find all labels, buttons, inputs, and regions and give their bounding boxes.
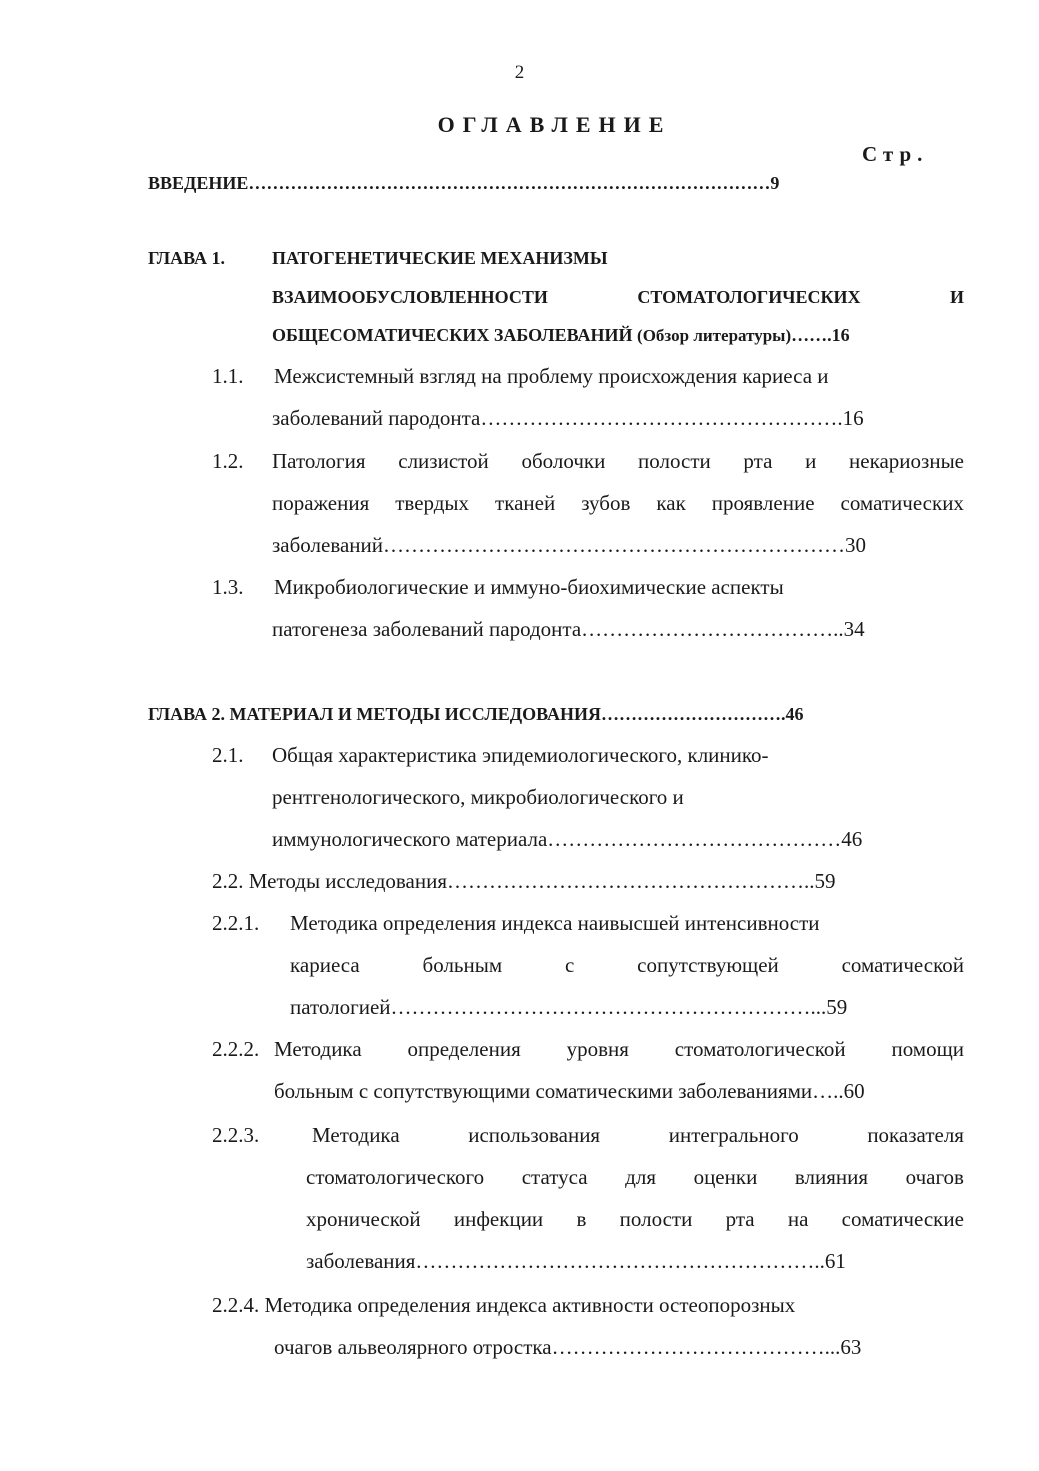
toc-entry-chapter-2[interactable]: ГЛАВА 2. МАТЕРИАЛ И МЕТОДЫ ИССЛЕДОВАНИЯ………………………….46 — [148, 704, 804, 724]
word: статуса — [521, 1165, 588, 1189]
chapter-1-label: ГЛАВА 1. — [148, 248, 226, 268]
word: полости — [619, 1207, 693, 1231]
word: Методика — [274, 1037, 362, 1061]
toc-entry-2-1[interactable]: Общая характеристика эпидемиологического, клинико- — [272, 743, 769, 767]
toc-entry-2-2-2[interactable] — [274, 1036, 964, 1062]
word: слизистой — [398, 449, 489, 473]
word: помощи — [891, 1037, 964, 1061]
toc-entry-2-2-1-cont[interactable]: патологией……………………………………………………...59 — [290, 995, 848, 1019]
word: Патология — [272, 449, 366, 473]
title-word: И — [949, 287, 964, 307]
toc-entry-1-3[interactable]: Микробиологические и иммуно-биохимические аспекты — [274, 575, 784, 599]
toc-entry-2-1-cont[interactable]: иммунологического материала……………………………………46 — [272, 827, 863, 851]
toc-entry-1-1-cont[interactable]: заболеваний пародонта…………………………………………….16 — [272, 406, 864, 430]
word: зубов — [581, 491, 631, 515]
toc-entry-2-2-4-cont[interactable]: очагов альвеолярного отростка…………………………………...63 — [274, 1335, 862, 1359]
word: проявление — [711, 491, 815, 515]
word: некариозные — [849, 449, 964, 473]
word: показателя — [867, 1123, 964, 1147]
section-number: 1.3. — [212, 575, 244, 599]
toc-entry-2-2-4[interactable]: 2.2.4. Методика определения индекса активности остеопорозных — [212, 1293, 796, 1317]
word: рта — [725, 1207, 755, 1231]
word: тканей — [495, 491, 556, 515]
word: соматической — [841, 953, 964, 977]
word: рта — [743, 449, 773, 473]
toc-entry-2-2-3-cont[interactable]: заболевания…………………………………………………..61 — [306, 1249, 846, 1273]
word: оценки — [693, 1165, 758, 1189]
word: очагов — [905, 1165, 964, 1189]
toc-entry-2-2-1[interactable]: Методика определения индекса наивысшей интенсивности — [290, 911, 820, 935]
word: оболочки — [521, 449, 606, 473]
toc-entry-2-2-3-cont[interactable] — [306, 1206, 964, 1232]
word: Методика — [312, 1123, 400, 1147]
section-number: 2.1. — [212, 743, 244, 767]
word: сопутствующей — [637, 953, 779, 977]
word: как — [656, 491, 686, 515]
section-number: 1.1. — [212, 364, 244, 388]
word: больным — [422, 953, 503, 977]
section-number: 2.2.1. — [212, 911, 260, 935]
section-number: 1.2. — [212, 449, 244, 473]
title-text: ОБЩЕСОМАТИЧЕСКИХ ЗАБОЛЕВАНИЙ — [272, 325, 633, 345]
chapter-1-title-line[interactable] — [272, 284, 964, 310]
word: инфекции — [453, 1207, 544, 1231]
toc-entry-1-2-cont[interactable] — [272, 490, 964, 516]
word: твердых — [395, 491, 470, 515]
word: интегрального — [668, 1123, 799, 1147]
page-number: 2 — [514, 62, 525, 83]
toc-entry-1-2-cont[interactable]: заболеваний…………………………………………………………30 — [272, 533, 866, 557]
word: соматические — [841, 1207, 964, 1231]
word: полости — [638, 449, 711, 473]
title-word: ВЗАИМООБУСЛОВЛЕННОСТИ — [272, 287, 548, 307]
chapter-1-title-line[interactable] — [272, 322, 850, 349]
word: влияния — [794, 1165, 869, 1189]
word: для — [625, 1165, 656, 1189]
word: соматических — [840, 491, 964, 515]
word: использования — [468, 1123, 601, 1147]
word: определения — [407, 1037, 521, 1061]
word: на — [787, 1207, 809, 1231]
word: кариеса — [290, 953, 360, 977]
word: стоматологической — [674, 1037, 846, 1061]
toc-entry-2-2-3[interactable] — [312, 1122, 964, 1148]
chapter-1-title-line[interactable]: ПАТОГЕНЕТИЧЕСКИЕ МЕХАНИЗМЫ — [272, 248, 608, 268]
word: уровня — [566, 1037, 629, 1061]
word: хронической — [306, 1207, 421, 1231]
toc-entry-2-2-2-cont[interactable]: больным с сопутствующими соматическими заболеваниями…..60 — [274, 1079, 865, 1103]
section-number: 2.2.3. — [212, 1123, 260, 1147]
word: и — [805, 449, 817, 473]
toc-entry-introduction[interactable]: ВВЕДЕНИЕ……………………………………………………………………………9 — [148, 173, 780, 193]
section-number: 2.2.2. — [212, 1037, 260, 1061]
page-column-label: Стр. — [862, 142, 929, 166]
word: с — [564, 953, 575, 977]
page-ref: …….16 — [791, 325, 850, 345]
word: в — [576, 1207, 587, 1231]
toc-entry-1-3-cont[interactable]: патогенеза заболеваний пародонта………………………………..34 — [272, 617, 865, 641]
toc-entry-1-2[interactable] — [272, 448, 964, 474]
toc-entry-2-2[interactable]: 2.2. Методы исследования……………………………………………..59 — [212, 869, 836, 893]
toc-entry-2-1-cont[interactable]: рентгенологического, микробиологического и — [272, 785, 684, 809]
title-word: СТОМАТОЛОГИЧЕСКИХ — [637, 287, 861, 307]
toc-entry-2-2-1-cont[interactable] — [290, 952, 964, 978]
title-note: (Обзор литературы) — [637, 326, 792, 345]
word: стоматологического — [306, 1165, 485, 1189]
toc-title: ОГЛАВЛЕНИЕ — [437, 112, 672, 137]
toc-entry-2-2-3-cont[interactable] — [306, 1164, 964, 1190]
word: поражения — [272, 491, 370, 515]
toc-entry-1-1[interactable]: Межсистемный взгляд на проблему происхождения кариеса и — [274, 364, 829, 388]
